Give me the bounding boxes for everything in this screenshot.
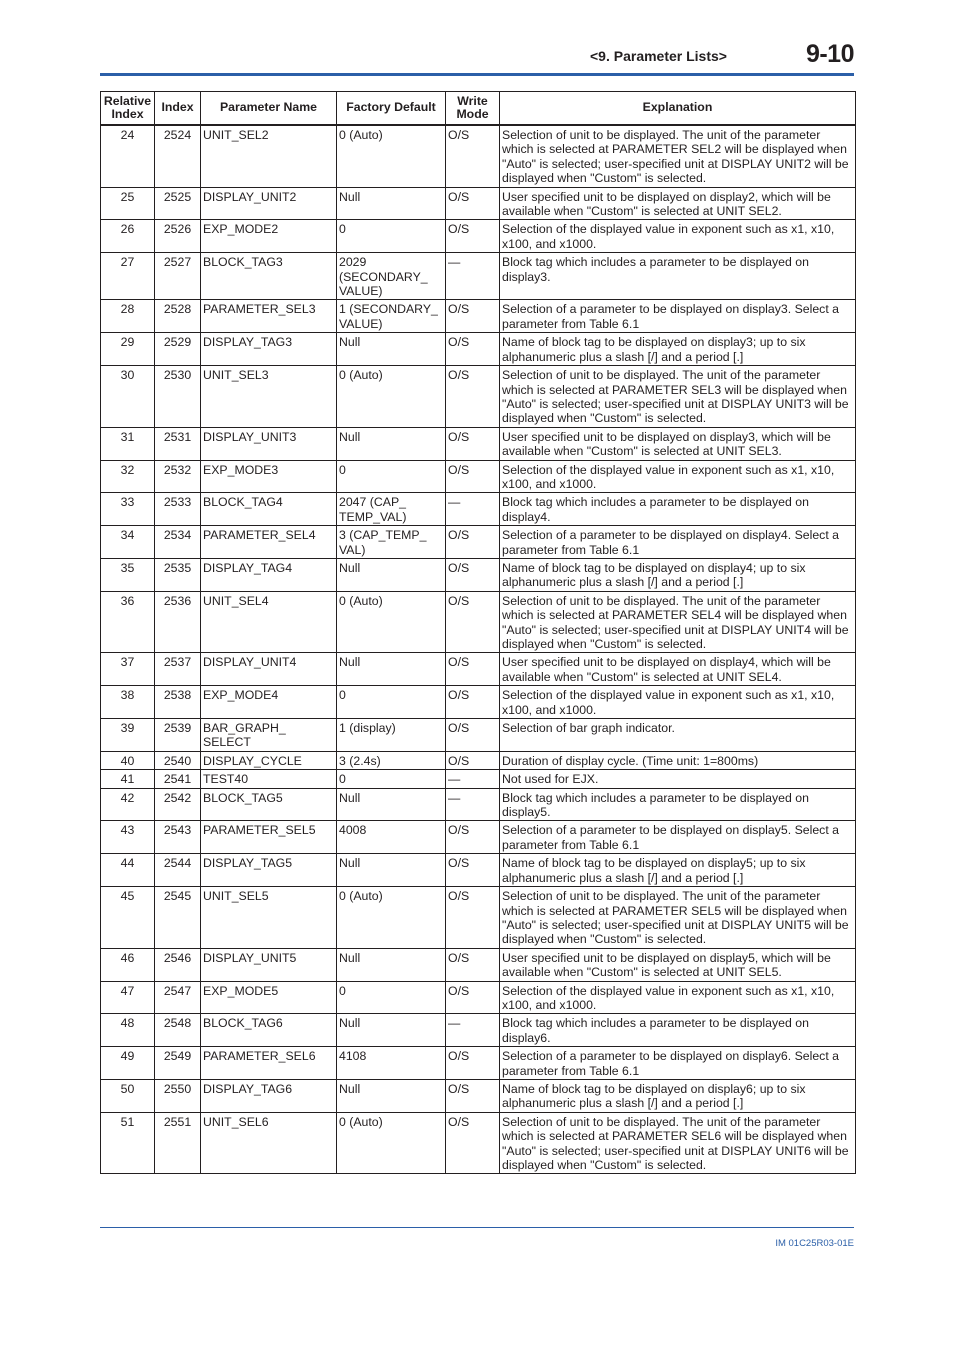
parameter-name-cell: DISPLAY_CYCLE xyxy=(201,751,337,769)
header-rule xyxy=(100,73,854,76)
parameter-name-cell: UNIT_SEL5 xyxy=(201,887,337,949)
write-mode-cell: O/S xyxy=(446,427,500,460)
index-cell: 2543 xyxy=(155,821,201,854)
index-cell: 2545 xyxy=(155,887,201,949)
factory-default-cell: Null xyxy=(337,187,446,220)
explanation-cell: Selection of a parameter to be displayed on display6. Select a parameter from Table 6.1 xyxy=(500,1047,856,1080)
table-row xyxy=(101,300,856,333)
index-cell: 2524 xyxy=(155,125,201,187)
explanation-cell: Selection of unit to be displayed. The unit of the parameter which is selected at PARAMETER SEL3 will be displayed when "Auto" is selected; user-specified unit at DISPLAY UNIT3 will be displayed when "Custom" is selected. xyxy=(500,366,856,428)
relative-index-cell: 37 xyxy=(101,653,155,686)
table-row xyxy=(101,187,856,220)
table-row xyxy=(101,719,856,752)
relative-index-cell: 32 xyxy=(101,460,155,493)
explanation-cell: User specified unit to be displayed on display4, which will be available when "Custom" is selected at UNIT SEL4. xyxy=(500,653,856,686)
parameter-name-cell: DISPLAY_UNIT2 xyxy=(201,187,337,220)
col-factory-default: Factory Default xyxy=(337,92,446,126)
explanation-cell: Selection of unit to be displayed. The unit of the parameter which is selected at PARAMETER SEL5 will be displayed when "Auto" is selected; user-specified unit at DISPLAY UNIT5 will be displayed when "Custom" is selected. xyxy=(500,887,856,949)
write-mode-cell: — xyxy=(446,788,500,821)
relative-index-cell: 38 xyxy=(101,686,155,719)
write-mode-cell: O/S xyxy=(446,300,500,333)
write-mode-cell: O/S xyxy=(446,460,500,493)
table-row xyxy=(101,1014,856,1047)
parameter-name-cell: PARAMETER_SEL4 xyxy=(201,526,337,559)
write-mode-cell: O/S xyxy=(446,1112,500,1174)
write-mode-cell: O/S xyxy=(446,558,500,591)
index-cell: 2527 xyxy=(155,253,201,300)
parameter-name-cell: DISPLAY_TAG3 xyxy=(201,333,337,366)
index-cell: 2528 xyxy=(155,300,201,333)
relative-index-cell: 43 xyxy=(101,821,155,854)
explanation-cell: Name of block tag to be displayed on display5; up to six alphanumeric plus a slash [/] and a period [.] xyxy=(500,854,856,887)
factory-default-cell: 0 xyxy=(337,220,446,253)
factory-default-cell: 0 xyxy=(337,981,446,1014)
table-row xyxy=(101,333,856,366)
parameter-name-cell: DISPLAY_TAG6 xyxy=(201,1079,337,1112)
parameter-name-cell: DISPLAY_UNIT3 xyxy=(201,427,337,460)
table-row xyxy=(101,1079,856,1112)
document-number: IM 01C25R03-01E xyxy=(775,1238,854,1249)
parameter-name-cell: BLOCK_TAG6 xyxy=(201,1014,337,1047)
relative-index-cell: 34 xyxy=(101,526,155,559)
relative-index-cell: 49 xyxy=(101,1047,155,1080)
relative-index-cell: 51 xyxy=(101,1112,155,1174)
index-cell: 2529 xyxy=(155,333,201,366)
write-mode-cell: O/S xyxy=(446,948,500,981)
relative-index-cell: 31 xyxy=(101,427,155,460)
explanation-cell: Selection of unit to be displayed. The unit of the parameter which is selected at PARAMETER SEL4 will be displayed when "Auto" is selected; user-specified unit at DISPLAY UNIT4 will be displayed when "Custom" is selected. xyxy=(500,591,856,653)
table-row xyxy=(101,788,856,821)
parameter-name-cell: PARAMETER_SEL5 xyxy=(201,821,337,854)
index-cell: 2536 xyxy=(155,591,201,653)
explanation-cell: Not used for EJX. xyxy=(500,770,856,788)
index-cell: 2526 xyxy=(155,220,201,253)
parameter-table xyxy=(100,91,856,1174)
factory-default-cell: 1 (SECONDARY_ VALUE) xyxy=(337,300,446,333)
table-row xyxy=(101,526,856,559)
write-mode-cell: — xyxy=(446,253,500,300)
table-row xyxy=(101,770,856,788)
col-relative-index: Relative Index xyxy=(101,92,155,126)
index-cell: 2534 xyxy=(155,526,201,559)
table-body xyxy=(101,125,856,1174)
write-mode-cell: O/S xyxy=(446,854,500,887)
explanation-cell: Block tag which includes a parameter to be displayed on display3. xyxy=(500,253,856,300)
col-explanation: Explanation xyxy=(500,92,856,126)
write-mode-cell: O/S xyxy=(446,751,500,769)
index-cell: 2547 xyxy=(155,981,201,1014)
index-cell: 2546 xyxy=(155,948,201,981)
table-row xyxy=(101,427,856,460)
table-row xyxy=(101,686,856,719)
explanation-cell: Name of block tag to be displayed on display4; up to six alphanumeric plus a slash [/] and a period [.] xyxy=(500,558,856,591)
index-cell: 2541 xyxy=(155,770,201,788)
relative-index-cell: 25 xyxy=(101,187,155,220)
factory-default-cell: Null xyxy=(337,1079,446,1112)
explanation-cell: User specified unit to be displayed on display2, which will be available when "Custom" is selected at UNIT SEL2. xyxy=(500,187,856,220)
parameter-name-cell: EXP_MODE4 xyxy=(201,686,337,719)
relative-index-cell: 46 xyxy=(101,948,155,981)
explanation-cell: Selection of the displayed value in exponent such as x1, x10, x100, and x1000. xyxy=(500,981,856,1014)
relative-index-cell: 42 xyxy=(101,788,155,821)
factory-default-cell: Null xyxy=(337,558,446,591)
explanation-cell: Selection of the displayed value in exponent such as x1, x10, x100, and x1000. xyxy=(500,686,856,719)
write-mode-cell: O/S xyxy=(446,187,500,220)
index-cell: 2542 xyxy=(155,788,201,821)
factory-default-cell: 0 (Auto) xyxy=(337,887,446,949)
explanation-cell: Selection of the displayed value in exponent such as x1, x10, x100, and x1000. xyxy=(500,220,856,253)
factory-default-cell: Null xyxy=(337,653,446,686)
index-cell: 2537 xyxy=(155,653,201,686)
factory-default-cell: Null xyxy=(337,427,446,460)
write-mode-cell: O/S xyxy=(446,591,500,653)
index-cell: 2531 xyxy=(155,427,201,460)
table-row xyxy=(101,125,856,187)
factory-default-cell: Null xyxy=(337,1014,446,1047)
col-write-mode: Write Mode xyxy=(446,92,500,126)
index-cell: 2550 xyxy=(155,1079,201,1112)
table-row xyxy=(101,1112,856,1174)
table-row xyxy=(101,253,856,300)
write-mode-cell: — xyxy=(446,493,500,526)
relative-index-cell: 39 xyxy=(101,719,155,752)
table-row xyxy=(101,821,856,854)
factory-default-cell: 0 (Auto) xyxy=(337,591,446,653)
explanation-cell: User specified unit to be displayed on display5, which will be available when "Custom" is selected at UNIT SEL5. xyxy=(500,948,856,981)
table-row xyxy=(101,653,856,686)
parameter-name-cell: UNIT_SEL3 xyxy=(201,366,337,428)
explanation-cell: User specified unit to be displayed on display3, which will be available when "Custom" is selected at UNIT SEL3. xyxy=(500,427,856,460)
parameter-name-cell: EXP_MODE2 xyxy=(201,220,337,253)
index-cell: 2535 xyxy=(155,558,201,591)
explanation-cell: Name of block tag to be displayed on display3; up to six alphanumeric plus a slash [/] and a period [.] xyxy=(500,333,856,366)
explanation-cell: Block tag which includes a parameter to be displayed on display6. xyxy=(500,1014,856,1047)
factory-default-cell: Null xyxy=(337,854,446,887)
relative-index-cell: 24 xyxy=(101,125,155,187)
table-row xyxy=(101,981,856,1014)
table-row xyxy=(101,366,856,428)
parameter-name-cell: DISPLAY_UNIT5 xyxy=(201,948,337,981)
factory-default-cell: 0 (Auto) xyxy=(337,366,446,428)
factory-default-cell: 0 xyxy=(337,686,446,719)
relative-index-cell: 40 xyxy=(101,751,155,769)
explanation-cell: Duration of display cycle. (Time unit: 1=800ms) xyxy=(500,751,856,769)
parameter-name-cell: BLOCK_TAG4 xyxy=(201,493,337,526)
parameter-name-cell: PARAMETER_SEL3 xyxy=(201,300,337,333)
factory-default-cell: 0 xyxy=(337,770,446,788)
relative-index-cell: 47 xyxy=(101,981,155,1014)
write-mode-cell: O/S xyxy=(446,333,500,366)
table-row xyxy=(101,493,856,526)
page-number: 9-10 xyxy=(805,40,854,68)
factory-default-cell: 2029 (SECONDARY_ VALUE) xyxy=(337,253,446,300)
factory-default-cell: 4008 xyxy=(337,821,446,854)
parameter-name-cell: DISPLAY_TAG5 xyxy=(201,854,337,887)
factory-default-cell: 0 xyxy=(337,460,446,493)
explanation-cell: Block tag which includes a parameter to be displayed on display4. xyxy=(500,493,856,526)
write-mode-cell: O/S xyxy=(446,526,500,559)
relative-index-cell: 45 xyxy=(101,887,155,949)
parameter-name-cell: EXP_MODE5 xyxy=(201,981,337,1014)
relative-index-cell: 44 xyxy=(101,854,155,887)
factory-default-cell: Null xyxy=(337,333,446,366)
col-index: Index xyxy=(155,92,201,126)
relative-index-cell: 29 xyxy=(101,333,155,366)
explanation-cell: Selection of unit to be displayed. The unit of the parameter which is selected at PARAMETER SEL6 will be displayed when "Auto" is selected; user-specified unit at DISPLAY UNIT6 will be displayed when "Custom" is selected. xyxy=(500,1112,856,1174)
parameter-name-cell: UNIT_SEL4 xyxy=(201,591,337,653)
factory-default-cell: 3 (2.4s) xyxy=(337,751,446,769)
relative-index-cell: 30 xyxy=(101,366,155,428)
relative-index-cell: 33 xyxy=(101,493,155,526)
index-cell: 2540 xyxy=(155,751,201,769)
relative-index-cell: 35 xyxy=(101,558,155,591)
parameter-name-cell: BLOCK_TAG5 xyxy=(201,788,337,821)
table-row xyxy=(101,460,856,493)
parameter-name-cell: TEST40 xyxy=(201,770,337,788)
factory-default-cell: 1 (display) xyxy=(337,719,446,752)
factory-default-cell: 4108 xyxy=(337,1047,446,1080)
index-cell: 2549 xyxy=(155,1047,201,1080)
table-row xyxy=(101,591,856,653)
write-mode-cell: O/S xyxy=(446,653,500,686)
table-row xyxy=(101,887,856,949)
write-mode-cell: O/S xyxy=(446,887,500,949)
parameter-name-cell: BAR_GRAPH_ SELECT xyxy=(201,719,337,752)
table-row xyxy=(101,948,856,981)
explanation-cell: Selection of a parameter to be displayed on display5. Select a parameter from Table 6.1 xyxy=(500,821,856,854)
index-cell: 2533 xyxy=(155,493,201,526)
explanation-cell: Name of block tag to be displayed on display6; up to six alphanumeric plus a slash [/] and a period [.] xyxy=(500,1079,856,1112)
relative-index-cell: 26 xyxy=(101,220,155,253)
factory-default-cell: 2047 (CAP_ TEMP_VAL) xyxy=(337,493,446,526)
parameter-name-cell: BLOCK_TAG3 xyxy=(201,253,337,300)
write-mode-cell: O/S xyxy=(446,981,500,1014)
parameter-name-cell: UNIT_SEL6 xyxy=(201,1112,337,1174)
write-mode-cell: O/S xyxy=(446,719,500,752)
relative-index-cell: 41 xyxy=(101,770,155,788)
section-title: <9. Parameter Lists> xyxy=(590,48,727,64)
write-mode-cell: O/S xyxy=(446,125,500,187)
factory-default-cell: 0 (Auto) xyxy=(337,1112,446,1174)
write-mode-cell: O/S xyxy=(446,821,500,854)
write-mode-cell: O/S xyxy=(446,1079,500,1112)
write-mode-cell: O/S xyxy=(446,1047,500,1080)
table-header-row xyxy=(101,92,856,126)
index-cell: 2525 xyxy=(155,187,201,220)
index-cell: 2551 xyxy=(155,1112,201,1174)
index-cell: 2539 xyxy=(155,719,201,752)
factory-default-cell: Null xyxy=(337,788,446,821)
explanation-cell: Selection of a parameter to be displayed on display3. Select a parameter from Table 6.1 xyxy=(500,300,856,333)
write-mode-cell: O/S xyxy=(446,220,500,253)
factory-default-cell: Null xyxy=(337,948,446,981)
table-row xyxy=(101,220,856,253)
relative-index-cell: 28 xyxy=(101,300,155,333)
index-cell: 2548 xyxy=(155,1014,201,1047)
relative-index-cell: 27 xyxy=(101,253,155,300)
index-cell: 2532 xyxy=(155,460,201,493)
index-cell: 2530 xyxy=(155,366,201,428)
relative-index-cell: 48 xyxy=(101,1014,155,1047)
explanation-cell: Selection of a parameter to be displayed on display4. Select a parameter from Table 6.1 xyxy=(500,526,856,559)
col-parameter-name: Parameter Name xyxy=(201,92,337,126)
factory-default-cell: 0 (Auto) xyxy=(337,125,446,187)
parameter-name-cell: UNIT_SEL2 xyxy=(201,125,337,187)
explanation-cell: Selection of bar graph indicator. xyxy=(500,719,856,752)
write-mode-cell: O/S xyxy=(446,366,500,428)
index-cell: 2538 xyxy=(155,686,201,719)
relative-index-cell: 36 xyxy=(101,591,155,653)
relative-index-cell: 50 xyxy=(101,1079,155,1112)
table-row xyxy=(101,558,856,591)
parameter-name-cell: DISPLAY_TAG4 xyxy=(201,558,337,591)
parameter-name-cell: PARAMETER_SEL6 xyxy=(201,1047,337,1080)
table-row xyxy=(101,1047,856,1080)
parameter-name-cell: DISPLAY_UNIT4 xyxy=(201,653,337,686)
write-mode-cell: O/S xyxy=(446,686,500,719)
explanation-cell: Selection of the displayed value in exponent such as x1, x10, x100, and x1000. xyxy=(500,460,856,493)
table-row xyxy=(101,751,856,769)
footer-rule xyxy=(100,1227,854,1228)
table-row xyxy=(101,854,856,887)
factory-default-cell: 3 (CAP_TEMP_ VAL) xyxy=(337,526,446,559)
write-mode-cell: — xyxy=(446,1014,500,1047)
write-mode-cell: — xyxy=(446,770,500,788)
parameter-name-cell: EXP_MODE3 xyxy=(201,460,337,493)
explanation-cell: Block tag which includes a parameter to be displayed on display5. xyxy=(500,788,856,821)
index-cell: 2544 xyxy=(155,854,201,887)
explanation-cell: Selection of unit to be displayed. The unit of the parameter which is selected at PARAMETER SEL2 will be displayed when "Auto" is selected; user-specified unit at DISPLAY UNIT2 will be displayed when "Custom" is selected. xyxy=(500,125,856,187)
